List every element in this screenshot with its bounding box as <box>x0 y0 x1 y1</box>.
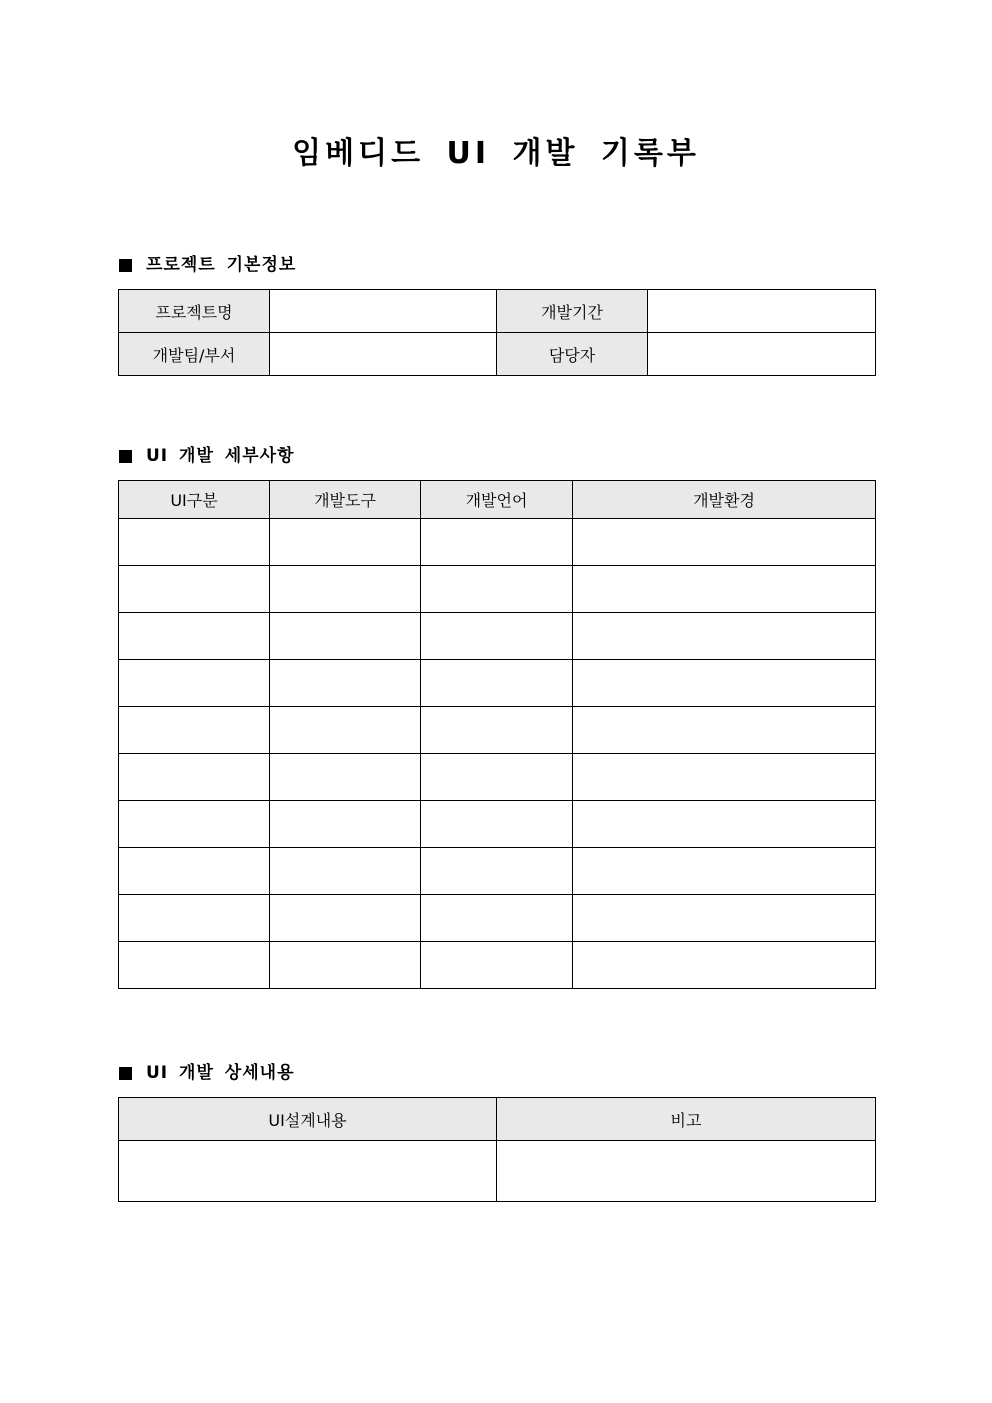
description-table <box>118 1097 876 1202</box>
ui-type-field[interactable] <box>119 566 270 613</box>
table-row <box>119 895 876 942</box>
remarks-field[interactable] <box>497 1141 876 1202</box>
dev-environment-field[interactable] <box>573 660 876 707</box>
ui-type-field[interactable] <box>119 942 270 989</box>
dev-language-field[interactable] <box>421 660 573 707</box>
ui-type-field[interactable] <box>119 848 270 895</box>
project-name-field[interactable] <box>270 290 497 333</box>
ui-type-field[interactable] <box>119 519 270 566</box>
ui-type-field[interactable] <box>119 660 270 707</box>
ui-type-field[interactable] <box>119 613 270 660</box>
table-row <box>119 707 876 754</box>
details-table <box>118 480 876 989</box>
table-row <box>119 613 876 660</box>
manager-label: 담당자 <box>497 333 648 376</box>
section-heading-details <box>119 445 295 467</box>
ui-type-field[interactable] <box>119 707 270 754</box>
basic-info-table <box>118 289 876 376</box>
dev-team-field[interactable] <box>270 333 497 376</box>
table-row <box>119 660 876 707</box>
dev-tool-field[interactable] <box>270 613 421 660</box>
ui-type-field[interactable] <box>119 801 270 848</box>
dev-period-field[interactable] <box>648 290 876 333</box>
dev-tool-field[interactable] <box>270 566 421 613</box>
dev-environment-field[interactable] <box>573 848 876 895</box>
dev-environment-field[interactable] <box>573 519 876 566</box>
dev-tool-field[interactable] <box>270 754 421 801</box>
table-row <box>119 848 876 895</box>
table-row <box>119 801 876 848</box>
dev-environment-field[interactable] <box>573 754 876 801</box>
table-row <box>119 566 876 613</box>
dev-tool-field[interactable] <box>270 660 421 707</box>
table-row <box>119 754 876 801</box>
dev-environment-field[interactable] <box>573 942 876 989</box>
dev-period-label: 개발기간 <box>497 290 648 333</box>
column-header-remarks: 비고 <box>497 1098 876 1141</box>
column-header-dev-environment: 개발환경 <box>573 481 876 519</box>
dev-environment-field[interactable] <box>573 895 876 942</box>
dev-language-field[interactable] <box>421 613 573 660</box>
dev-environment-field[interactable] <box>573 566 876 613</box>
section-heading-description <box>119 1062 295 1084</box>
table-row <box>119 519 876 566</box>
ui-design-field[interactable] <box>119 1141 497 1202</box>
table-row <box>119 1141 876 1202</box>
section-heading-text: 프로젝트 기본정보 <box>146 255 297 275</box>
dev-environment-field[interactable] <box>573 707 876 754</box>
ui-type-field[interactable] <box>119 754 270 801</box>
project-name-label: 프로젝트명 <box>119 290 270 333</box>
dev-tool-field[interactable] <box>270 942 421 989</box>
dev-tool-field[interactable] <box>270 519 421 566</box>
dev-environment-field[interactable] <box>573 613 876 660</box>
square-bullet-icon <box>119 259 132 272</box>
dev-language-field[interactable] <box>421 848 573 895</box>
table-header-row <box>119 481 876 519</box>
table-row <box>119 290 876 333</box>
column-header-dev-language: 개발언어 <box>421 481 573 519</box>
square-bullet-icon <box>119 1067 132 1080</box>
dev-language-field[interactable] <box>421 707 573 754</box>
dev-tool-field[interactable] <box>270 895 421 942</box>
dev-language-field[interactable] <box>421 754 573 801</box>
table-row <box>119 942 876 989</box>
dev-language-field[interactable] <box>421 519 573 566</box>
dev-language-field[interactable] <box>421 942 573 989</box>
dev-language-field[interactable] <box>421 801 573 848</box>
column-header-ui-design: UI설계내용 <box>119 1098 497 1141</box>
dev-tool-field[interactable] <box>270 707 421 754</box>
dev-language-field[interactable] <box>421 566 573 613</box>
table-header-row <box>119 1098 876 1141</box>
section-heading-text: UI 개발 세부사항 <box>146 446 295 466</box>
dev-tool-field[interactable] <box>270 848 421 895</box>
dev-tool-field[interactable] <box>270 801 421 848</box>
section-heading-text: UI 개발 상세내용 <box>146 1063 295 1083</box>
column-header-ui-type: UI구분 <box>119 481 270 519</box>
square-bullet-icon <box>119 450 132 463</box>
document-title: 임베디드 UI 개발 기록부 <box>292 136 700 171</box>
dev-environment-field[interactable] <box>573 801 876 848</box>
section-heading-basic-info <box>119 254 296 276</box>
manager-field[interactable] <box>648 333 876 376</box>
table-row <box>119 333 876 376</box>
ui-type-field[interactable] <box>119 895 270 942</box>
column-header-dev-tool: 개발도구 <box>270 481 421 519</box>
dev-language-field[interactable] <box>421 895 573 942</box>
dev-team-label: 개발팀/부서 <box>119 333 270 376</box>
